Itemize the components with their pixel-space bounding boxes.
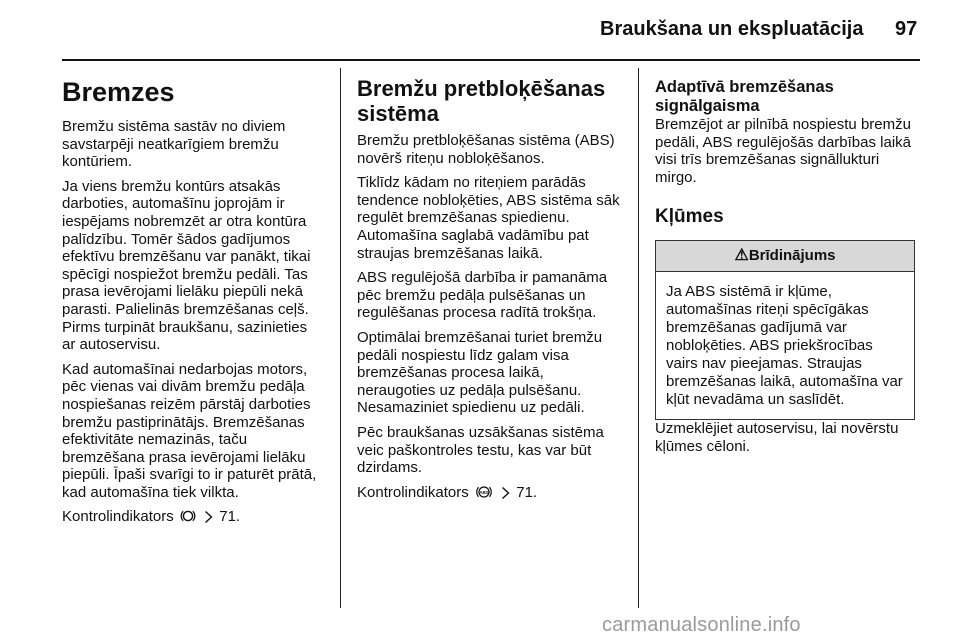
header-title: Braukšana un ekspluatācija — [600, 18, 864, 40]
control-indicator-page-ref[interactable]: 71. — [219, 508, 241, 526]
abs-paragraph-4: Optimālai bremzēšanai turiet bremžu pedāli nospiestu līdz galam visa bremzēšanas procesa laikā, neraugoties uz pedāļa pulsēšanu. Nesamaziniet spiedienu uz pedāli. — [357, 328, 603, 417]
control-indicator-label: Kontrolindikators — [62, 508, 174, 526]
column-divider-2 — [638, 68, 639, 608]
brakes-paragraph-1: Bremžu sistēma sastāv no diviem savstarpēji neatkarīgiem bremžu kontūriem. — [62, 118, 286, 171]
adaptive-paragraph-1: Bremzējot ar pilnībā nospiestu bremžu pedāli, ABS regulējošās darbības laikā visi trīs bremzēšanas signāllukturi mirgo. — [655, 116, 911, 186]
warning-triangle-icon: ⚠ — [734, 247, 749, 265]
warning-box — [655, 240, 915, 420]
section-heading-adaptive-brake-light: Adaptīvā bremzēšanas signālgaisma — [655, 78, 834, 115]
abs-icon — [475, 484, 493, 505]
warning-text: Ja ABS sistēmā ir kļūme, automašīnas riteņi spēcīgākas bremzēšanas gadījumā var nobloķēties. ABS priekšrocības vairs nav pieejamas. Straujas bremzēšanas laikā, automašīna var kļūt nevadāma un saslīdēt. — [666, 283, 903, 409]
abs-paragraph-2: Tiklīdz kādam no riteņiem parādās tendence nobloķēties, ABS sistēma sāk regulēt bremzēšanas spiedienu. Automašīna saglabā vadāmību pat straujas bremzēšanas laikā. — [357, 174, 620, 262]
svg-text:ABS: ABS — [479, 489, 489, 495]
brake-circle-icon — [180, 508, 196, 529]
watermark: carmanualsonline.info — [602, 614, 801, 636]
control-indicator-label: Kontrolindikators — [357, 483, 469, 501]
abs-paragraph-1: Bremžu pretbloķēšanas sistēma (ABS) novērš riteņu nobloķēšanos. — [357, 132, 615, 167]
column-brakes — [62, 66, 324, 536]
brakes-control-indicator — [62, 508, 324, 529]
reference-arrow-icon[interactable] — [501, 486, 510, 505]
faults-paragraph: Uzmeklējiet autoservisu, lai novērstu kļūmes cēloni. — [655, 420, 899, 455]
warning-title: Brīdinājums — [748, 247, 836, 265]
abs-control-indicator — [357, 484, 625, 505]
abs-paragraph-5: Pēc braukšanas uzsākšanas sistēma veic paškontroles testu, kas var būt dzirdams. — [357, 423, 604, 477]
column-divider-1 — [340, 68, 341, 608]
section-heading-abs: Bremžu pretbloķēšanas sistēma — [357, 76, 606, 126]
page-number: 97 — [895, 18, 918, 40]
section-heading-brakes: Bremzes — [62, 77, 175, 107]
reference-arrow-icon[interactable] — [204, 510, 213, 529]
warning-header — [656, 241, 914, 272]
column-adaptive-brake-light — [655, 66, 925, 463]
brakes-paragraph-2: Ja viens bremžu kontūrs atsakās darboties, automašīnu joprojām ir iespējams nobremzēt ar otra kontūra palīdzību. Tomēr šādos gadījumos efektīvu bremzēšanu var panākt, tikai spēcīgi nospiežot bremžu pedāli. Tas prasa ievērojami lielāku piepūli nekā parasti. Palielinās bremzēšanas ceļš. Pirms turpināt braukšanu, sazinieties ar autoservisu. — [62, 177, 311, 354]
control-indicator-page-ref[interactable]: 71. — [516, 483, 538, 501]
column-abs — [357, 66, 625, 511]
brakes-paragraph-3: Kad automašīnai nedarbojas motors, pēc vienas vai divām bremžu pedāļa nospiešanas reizēm pārstāj darboties bremžu pastiprinātājs. Bremzēšanas efektivitāte nemazinās, taču bremzēšana prasa ievērojami lielāku piepūli. Īpaši svarīgi to ir paturēt prātā, kad automašīna tiek vilkta. — [62, 360, 317, 501]
abs-paragraph-3: ABS regulējošā darbība ir pamanāma pēc bremžu pedāļa pulsēšanas un regulēšanas procesa radītā trokšņa. — [357, 269, 608, 322]
header-rule — [62, 59, 920, 61]
subheading-faults: Kļūmes — [655, 206, 724, 228]
